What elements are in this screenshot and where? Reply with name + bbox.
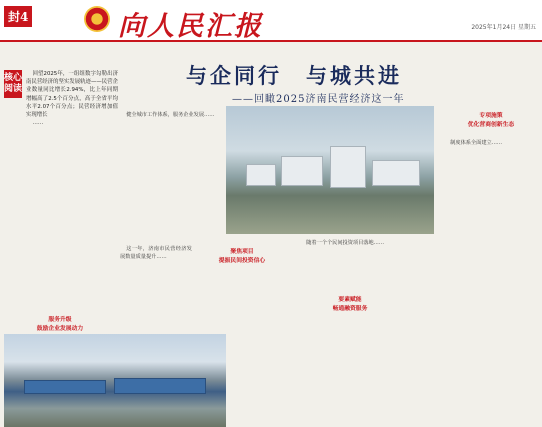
section-title: 要素赋能 (338, 297, 362, 303)
body-column-c (300, 240, 440, 248)
body-column-b (120, 112, 220, 120)
body-paragraph: 这一年，济南市民营经济发展数量质量提升…… (120, 246, 192, 260)
emblem-icon (84, 6, 110, 32)
photo-industrial-park (226, 106, 434, 234)
main-subhead: ——回瞰2025济南民营经济这一年 (232, 94, 405, 105)
body-paragraph: 随着一个个民间投资项目落地…… (306, 240, 385, 246)
lead-tag: 核心阅读 (4, 70, 22, 98)
lead-paragraph: 回望2025年，一组组数字勾勒出济南民营经济的坚实发展轨迹——民营企业数量同比增长2.94%，比上年同期增幅高了2.5个百分点，高于全省平均水平2.07个百分点；民营经济增加值实现增长 (26, 71, 118, 119)
page-number: 封4 (4, 6, 32, 27)
body-paragraph: 健全城市工作体系，服务企业发展…… (126, 112, 215, 118)
section-title: 聚焦项目 (230, 249, 254, 255)
section-1 (4, 314, 116, 332)
masthead-title: 向人民汇报 (118, 11, 263, 42)
date-line: 2025年1月24日 星期五 (471, 24, 536, 31)
body-column-a (120, 246, 192, 262)
section-4 (444, 110, 538, 128)
section-2 (196, 246, 288, 264)
body-paragraph: 制度体系全面建立…… (450, 140, 503, 146)
section-title: 服务升级 (48, 317, 72, 323)
lead-text (26, 70, 118, 127)
section-subtitle: 优化营商创新生态 (467, 122, 515, 128)
photo-factory (4, 334, 226, 427)
section-title: 专项施策 (479, 113, 503, 119)
masthead-bar (0, 0, 542, 42)
lead-paragraph: …… (32, 120, 44, 127)
section-subtitle: 提振民间投资信心 (218, 258, 266, 264)
main-headline: 与企同行 与城共进 (186, 63, 402, 88)
section-3 (300, 294, 400, 312)
section-subtitle: 畅通融资服务 (332, 306, 368, 312)
body-column-d (444, 140, 538, 148)
section-subtitle: 鼓励企业发展动力 (36, 326, 84, 332)
